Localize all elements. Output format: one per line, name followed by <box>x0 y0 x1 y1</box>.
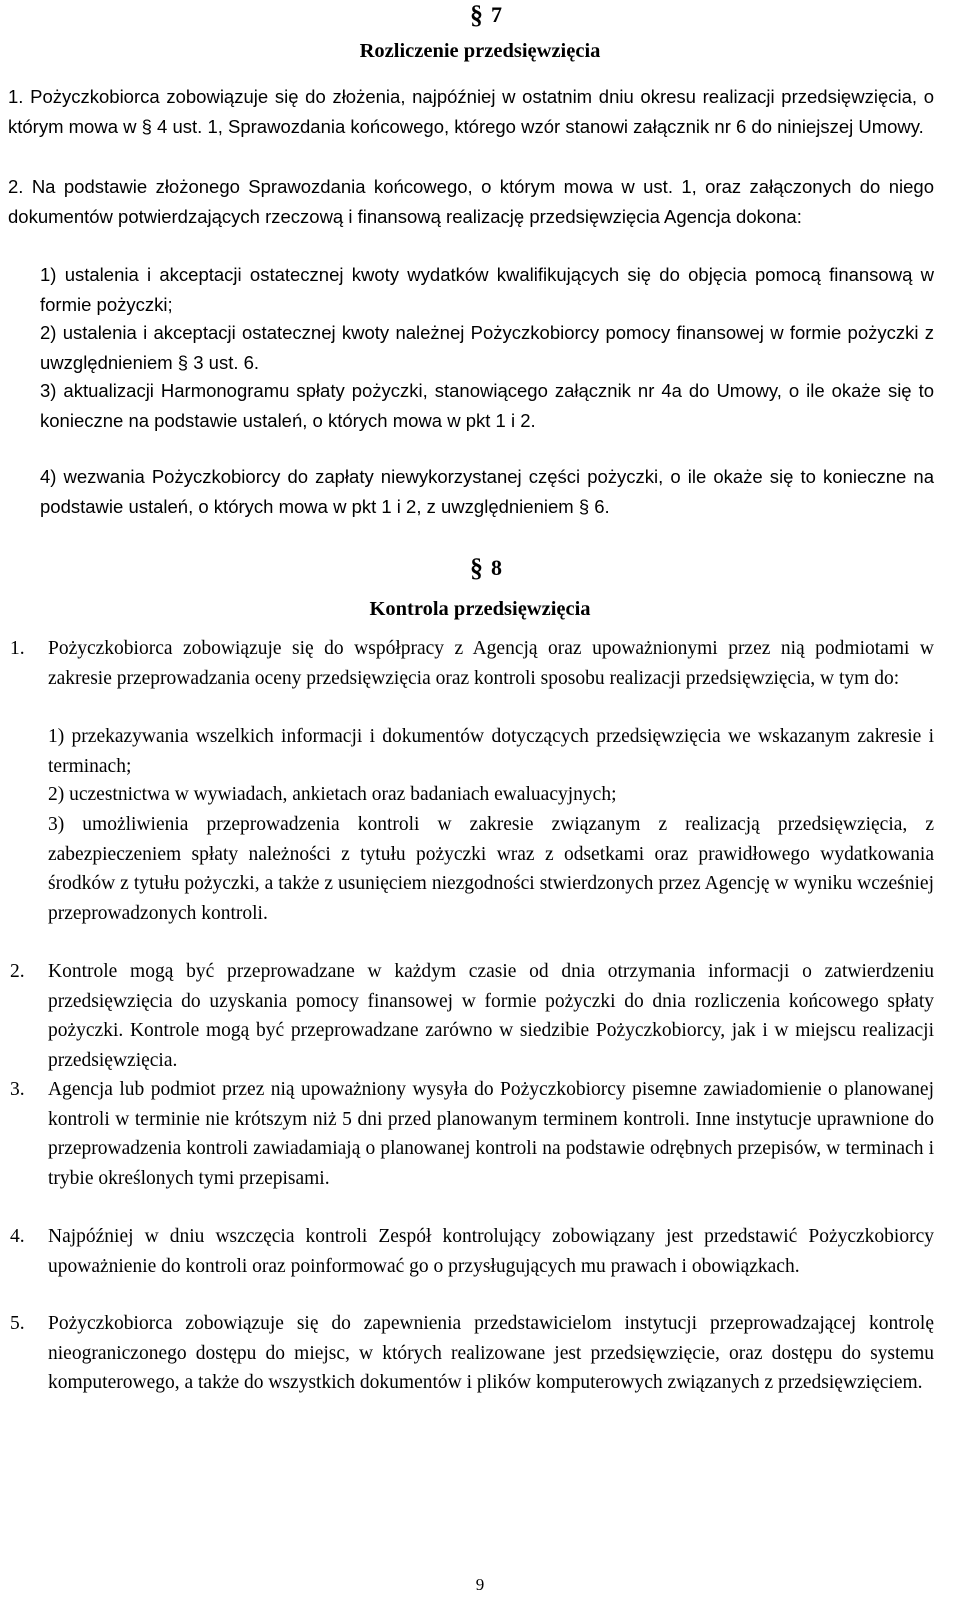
s8-p1-number: 1. <box>10 638 25 659</box>
section-8-title: Kontrola przedsięwzięcia <box>369 598 591 620</box>
s8-paragraph-1: Pożyczkobiorca zobowiązuje się do współpracy z Agencją oraz upoważnionymi przez nią podmiotami w zakresie przeprowadzania oceny przedsięwzięcia oraz kontroli sposobu realizacji przedsięwzięcia, w tym do: <box>48 638 934 689</box>
s8-p4-number: 4. <box>10 1226 25 1247</box>
s8-p3-number: 3. <box>10 1079 25 1100</box>
page-number: 9 <box>475 1575 485 1594</box>
section-7-number <box>470 2 502 28</box>
s8-paragraph-2: Kontrole mogą być przeprowadzane w każdym czasie od dnia otrzymania informacji o zatwierdzeniu przedsięwzięcia do uzyskania pomocy finansowej w formie pożyczki do dnia rozliczenia końcowego spłaty pożyczki. Kontrole mogą być przeprowadzane zarówno w siedzibie Pożyczkobiorcy, jak i w miejscu realizacji przedsięwzięcia. <box>48 961 934 1071</box>
s7-item-1: 1) ustalenia i akceptacji ostatecznej kwoty wydatków kwalifikujących się do objęcia pomocą finansową w formie pożyczki; <box>40 264 934 315</box>
paragraph-sign: § <box>470 0 483 29</box>
s7-item-2: 2) ustalenia i akceptacji ostatecznej kwoty należnej Pożyczkobiorcy pomocy finansowej w formie pożyczki z uwzględnieniem § 3 ust. 6. <box>40 322 934 373</box>
section-7-title: Rozliczenie przedsięwzięcia <box>359 40 601 62</box>
s8-p5-number: 5. <box>10 1313 25 1334</box>
s7-paragraph-1: 1. Pożyczkobiorca zobowiązuje się do złożenia, najpóźniej w ostatnim dniu okresu realizacji przedsięwzięcia, o którym mowa w § 4 ust. 1, Sprawozdania końcowego, którego wzór stanowi załącznik nr 6 do niniejszej Umowy. <box>8 86 934 137</box>
s7-item-4: 4) wezwania Pożyczkobiorcy do zapłaty niewykorzystanej części pożyczki, o ile okaże się to konieczne na podstawie ustaleń, o których mowa w pkt 1 i 2, z uwzględnieniem § 6. <box>40 466 934 517</box>
s8-item-3: 3) umożliwienia przeprowadzenia kontroli w zakresie związanym z realizacją przedsięwzięcia, z zabezpieczeniem spłaty należności z tytułu pożyczki wraz z odsetkami oraz prawidłowego wydatkowania środków z tytułu pożyczki, a także z usunięciem niezgodności stwierdzonych przez Agencję w wyniku wcześniej przeprowadzonych kontroli. <box>48 814 934 924</box>
s8-paragraph-3: Agencja lub podmiot przez nią upoważniony wysyła do Pożyczkobiorcy pisemne zawiadomienie o planowanej kontroli w terminie nie krótszym niż 5 dni przed planowanym terminem kontroli. Inne instytucje uprawnione do przeprowadzenia kontroli zawiadamiają o planowanej kontroli na podstawie odrębnych przepisów, w terminach i trybie określonych tymi przepisami. <box>48 1079 934 1189</box>
paragraph-sign: § <box>470 553 483 582</box>
s7-item-3: 3) aktualizacji Harmonogramu spłaty pożyczki, stanowiącego załącznik nr 4a do Umowy, o ile okaże się to konieczne na podstawie ustaleń, o których mowa w pkt 1 i 2. <box>40 380 934 431</box>
section-8-number <box>470 555 502 581</box>
section-8-num-text: 8 <box>491 555 502 580</box>
s7-paragraph-2: 2. Na podstawie złożonego Sprawozdania końcowego, o którym mowa w ust. 1, oraz załączonych do niego dokumentów potwierdzających rzeczową i finansową realizację przedsięwzięcia Agencja dokona: <box>8 176 934 227</box>
s8-paragraph-5: Pożyczkobiorca zobowiązuje się do zapewnienia przedstawicielom instytucji przeprowadzającej kontrolę nieograniczonego dostępu do miejsc, w których realizowane jest przedsięwzięcie, oraz dostępu do systemu komputerowego, a także do wszystkich dokumentów i plików komputerowych związanych z przedsięwzięciem. <box>48 1313 934 1393</box>
s8-paragraph-4: Najpóźniej w dniu wszczęcia kontroli Zespół kontrolujący zobowiązany jest przedstawić Pożyczkobiorcy upoważnienie do kontroli oraz poinformować go o przysługujących mu prawach i obowiązkach. <box>48 1226 934 1277</box>
section-7-num-text: 7 <box>491 2 502 27</box>
s8-item-1: 1) przekazywania wszelkich informacji i dokumentów dotyczących przedsięwzięcia we wskazanym zakresie i terminach; <box>48 726 934 777</box>
s8-p2-number: 2. <box>10 961 25 982</box>
s8-item-2: 2) uczestnictwa w wywiadach, ankietach oraz badaniach ewaluacyjnych; <box>48 784 617 805</box>
